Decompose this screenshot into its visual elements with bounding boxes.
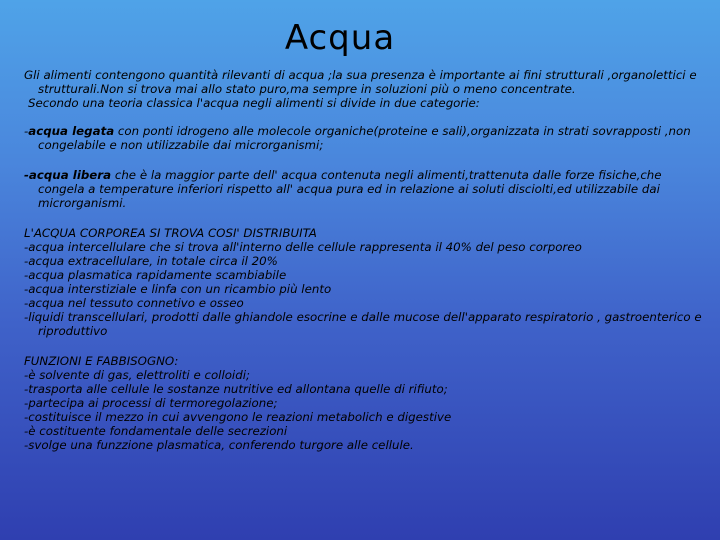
distribution-item: -liquidi transcellulari, prodotti dalle ghiandole esocrine e dalle mucose dell'apparato respiratorio , gastroenterico e riproduttivo <box>24 310 702 338</box>
slide-title: Acqua <box>284 18 396 58</box>
category-libera <box>24 168 704 210</box>
distribution-item: -acqua interstiziale e linfa con un ricambio più lento <box>24 282 332 296</box>
distribution-heading: L'ACQUA CORPOREA SI TROVA COSI' DISTRIBUITA <box>24 226 317 240</box>
spacer <box>24 210 704 226</box>
category-legata-text: con ponti idrogeno alle molecole organiche(proteine e sali),organizzata in strati sovrapposti ,non congelabile e non utilizzabile dai microrganismi; <box>38 124 691 152</box>
functions-heading: FUNZIONI E FABBISOGNO: <box>24 354 179 368</box>
function-item: -svolge una funzzione plasmatica, conferendo turgore alle cellule. <box>24 438 414 452</box>
bullet-dash: - <box>24 124 29 138</box>
function-item: -trasporta alle cellule le sostanze nutritive ed allontana quelle di rifiuto; <box>24 382 448 396</box>
distribution-item: -acqua extracellulare, in totale circa il 20% <box>24 254 278 268</box>
distribution-item: -acqua intercellulare che si trova all'interno delle cellule rappresenta il 40% del peso corporeo <box>24 240 582 254</box>
distribution-item: -acqua plasmatica rapidamente scambiabile <box>24 268 287 282</box>
term-acqua-libera: acqua libera <box>28 168 112 182</box>
function-item: -è costituente fondamentale delle secrezioni <box>24 424 288 438</box>
term-acqua-legata: acqua legata <box>28 124 115 138</box>
spacer <box>24 110 704 124</box>
function-item: -costituisce il mezzo in cui avvengono le reazioni metabolich e digestive <box>24 410 452 424</box>
category-libera-text: che è la maggior parte dell' acqua contenuta negli alimenti,trattenuta dalle forze fisiche,che congela a temperature inferiori rispetto all' acqua pura ed in relazione ai soluti disciolti,ed utilizzabile dai microrganismi. <box>38 168 662 210</box>
function-item: -partecipa ai processi di termoregolazione; <box>24 396 278 410</box>
spacer <box>24 152 704 168</box>
intro-categories-sentence: Secondo una teoria classica l'acqua negli alimenti si divide in due categorie: <box>28 96 480 110</box>
distribution-item: -acqua nel tessuto connetivo e osseo <box>24 296 244 310</box>
bullet-dash: - <box>24 168 29 182</box>
spacer <box>24 338 704 354</box>
category-legata <box>24 124 704 152</box>
intro-paragraph: Gli alimenti contengono quantità rilevanti di acqua ;la sua presenza è importante ai fini strutturali ,organolettici e strutturali.Non si trova mai allo stato puro,ma sempre in soluzioni più o meno concentrate. <box>24 68 697 96</box>
function-item: -è solvente di gas, elettroliti e colloidi; <box>24 368 250 382</box>
slide-content <box>24 68 704 452</box>
